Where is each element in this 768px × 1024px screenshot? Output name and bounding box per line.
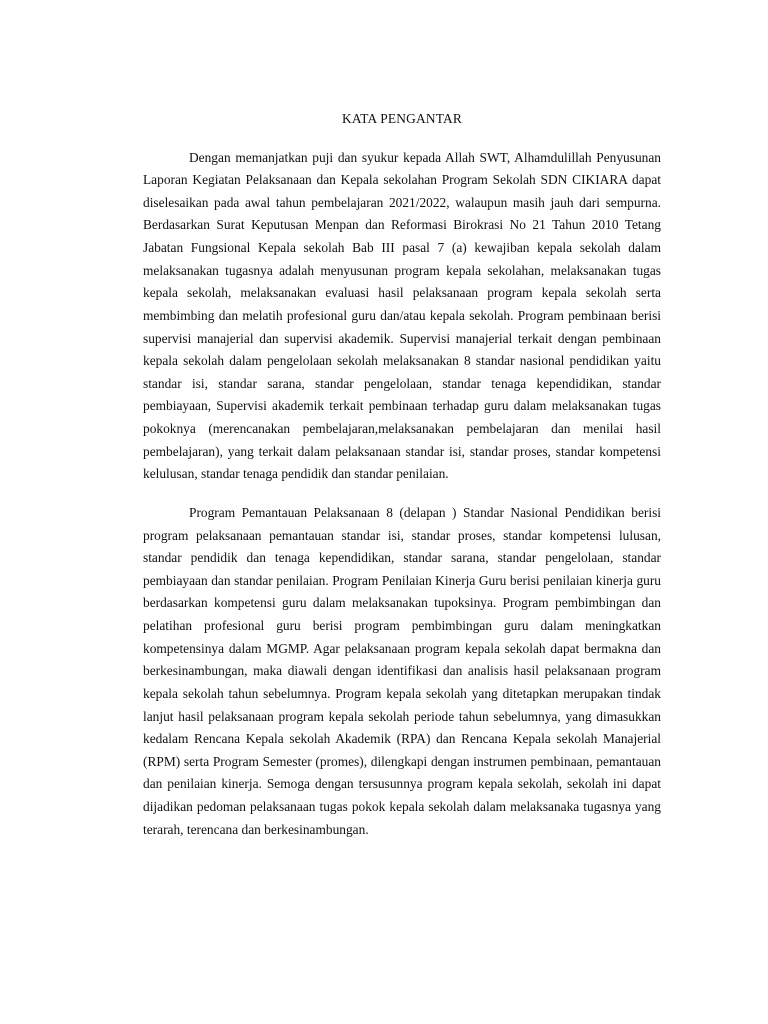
- document-body: [143, 108, 661, 841]
- paragraph-program: Program Pemantauan Pelaksanaan 8 (delapan ) Standar Nasional Pendidikan berisi program pelaksanaan pemantauan standar isi, standar proses, standar kompetensi lulusan, standar pendidik dan tenaga kependidikan, standar sarana, standar pengelolaan, standar pembiayaan dan standar penilaian. Program Penilaian Kinerja Guru berisi penilaian kinerja guru berdasarkan kompetensi guru dalam melaksanakan tupoksinya. Program pembimbingan dan pelatihan profesional guru berisi program pembimbingan guru dalam meningkatkan kompetensinya dalam MGMP. Agar pelaksanaan program kepala sekolah dapat bermakna dan berkesinambungan, maka diawali dengan identifikasi dan analisis hasil pelaksanaan program kepala sekolah tahun sebelumnya. Program kepala sekolah yang ditetapkan merupakan tindak lanjut hasil pelaksanaan program kepala sekolah periode tahun sebelumnya, yang dimasukkan kedalam Rencana Kepala sekolah Akademik (RPA) dan Rencana Kepala sekolah Manajerial (RPM) serta Program Semester (promes), dilengkapi dengan instrumen pembinaan, pemantauan dan penilaian kinerja. Semoga dengan tersusunnya program kepala sekolah, sekolah ini dapat dijadikan pedoman pelaksanaan tugas pokok kepala sekolah dalam melaksanaka tugasnya yang terarah, terencana dan berkesinambungan.: [143, 504, 661, 837]
- document-title: KATA PENGANTAR: [341, 111, 463, 126]
- paragraph-intro: Dengan memanjatkan puji dan syukur kepada Allah SWT, Alhamdulillah Penyusunan Laporan Kegiatan Pelaksanaan dan Kepala sekolahan Program Sekolah SDN CIKIARA dapat diselesaikan pada awal tahun pembelajaran 2021/2022, walaupun masih jauh dari sempurna. Berdasarkan Surat Keputusan Menpan dan Reformasi Birokrasi No 21 Tahun 2010 Tetang Jabatan Fungsional Kepala sekolah Bab III pasal 7 (a) kewajiban kepala sekolah dalam melaksanakan tugasnya adalah menyusunan program kepala sekolahan, melaksanakan tugas kepala sekolah, melaksanakan evaluasi hasil pelaksanaan program kepala sekolah serta membimbing dan melatih profesional guru dan/atau kepala sekolah. Program pembinaan berisi supervisi manajerial dan supervisi akademik. Supervisi manajerial terkait dengan pembinaan kepala sekolah dalam pengelolaan sekolah melaksanakan 8 standar nasional pendidikan yaitu standar isi, standar sarana, standar pengelolaan, standar tenaga kependidikan, standar pembiayaan, Supervisi akademik terkait pembinaan terhadap guru dalam melaksanakan tugas pokoknya (merencanakan pembelajaran,melaksanakan pembelajaran dan menilai hasil pembelajaran), yang terkait dalam pelaksanaan standar isi, standar proses, standar kompetensi kelulusan, standar tenaga pendidik dan standar penilaian.: [143, 149, 661, 482]
